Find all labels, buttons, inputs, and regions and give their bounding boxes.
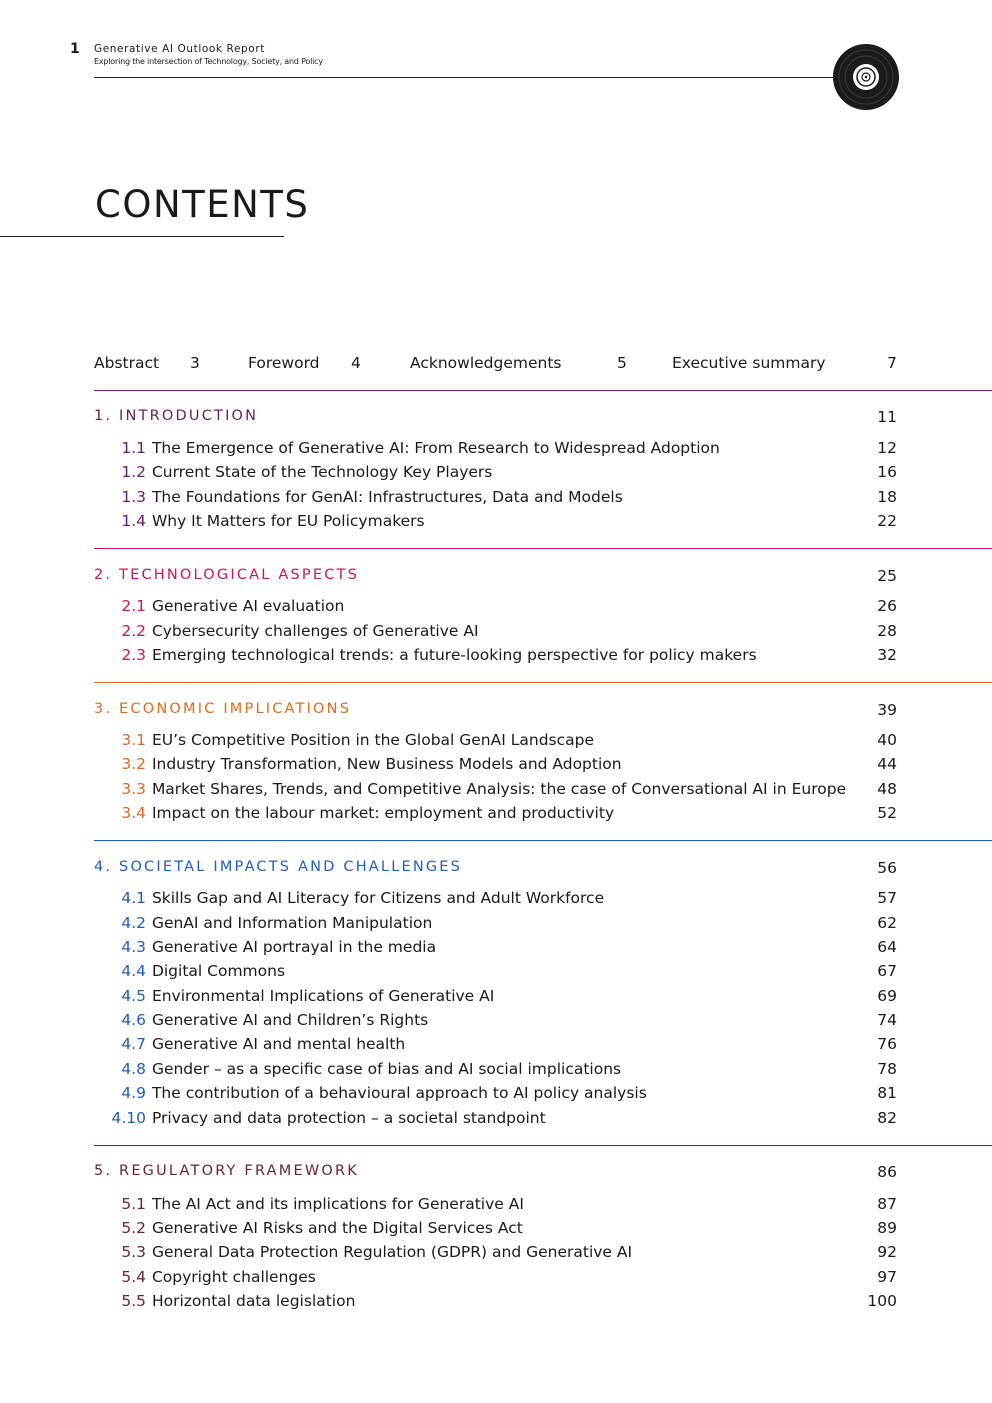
fm-acknowledgements-page: 5 [617, 354, 627, 372]
entry-number: 4.1 [121, 889, 146, 907]
report-subtitle: Exploring the intersection of Technology, Society, and Policy [94, 57, 323, 66]
entry-page: 48 [877, 780, 897, 798]
entry-title: The Emergence of Generative AI: From Research to Widespread Adoption [151, 439, 720, 457]
entry-page: 57 [877, 889, 897, 907]
entry-number: 4.3 [121, 938, 146, 956]
entry-page: 26 [877, 597, 897, 615]
page-number: 1 [70, 41, 80, 57]
toc-entry[interactable] [94, 1060, 897, 1082]
fm-executive-summary-label[interactable]: Executive summary [672, 354, 826, 372]
toc-entry[interactable] [94, 646, 897, 668]
entry-title: The contribution of a behavioural approach to AI policy analysis [151, 1084, 647, 1102]
entry-page: 100 [867, 1292, 897, 1310]
entry-title: General Data Protection Regulation (GDPR) and Generative AI [151, 1243, 633, 1261]
entry-number: 4.6 [121, 1011, 146, 1029]
entry-title: Industry Transformation, New Business Models and Adoption [151, 755, 622, 773]
section-divider [94, 548, 992, 549]
entry-page: 82 [877, 1109, 897, 1127]
entry-page: 97 [877, 1268, 897, 1286]
entry-number: 1.3 [121, 488, 146, 506]
entry-title: Skills Gap and AI Literacy for Citizens and Adult Workforce [151, 889, 605, 907]
toc-entry[interactable] [94, 622, 897, 644]
toc-entry[interactable] [94, 914, 897, 936]
toc-entry[interactable] [94, 987, 897, 1009]
section-heading[interactable]: 1. INTRODUCTION [94, 408, 259, 424]
entry-number: 1.1 [121, 439, 146, 457]
entry-title: Digital Commons [151, 962, 286, 980]
entry-title: Emerging technological trends: a future-looking perspective for policy makers [151, 646, 757, 664]
entry-title: Why It Matters for EU Policymakers [151, 512, 425, 530]
entry-page: 89 [877, 1219, 897, 1237]
entry-title: Current State of the Technology Key Players [151, 463, 493, 481]
entry-number: 5.5 [121, 1292, 146, 1310]
section-heading[interactable]: 5. REGULATORY FRAMEWORK [94, 1163, 359, 1179]
toc-entry[interactable] [94, 962, 897, 984]
fm-abstract-page: 3 [190, 354, 200, 372]
section-page: 39 [877, 701, 897, 719]
toc-entry[interactable] [94, 1011, 897, 1033]
entry-number: 4.9 [121, 1084, 146, 1102]
entry-number: 5.4 [121, 1268, 146, 1286]
entry-number: 4.4 [121, 962, 146, 980]
toc-entry[interactable] [94, 488, 897, 510]
entry-page: 62 [877, 914, 897, 932]
record-disc-icon [832, 43, 900, 111]
entry-page: 22 [877, 512, 897, 530]
entry-page: 69 [877, 987, 897, 1005]
entry-page: 28 [877, 622, 897, 640]
section-divider [94, 840, 992, 841]
toc-entry[interactable] [94, 755, 897, 777]
section-divider [94, 390, 992, 391]
section-page: 25 [877, 567, 897, 585]
entry-title: The Foundations for GenAI: Infrastructures, Data and Models [151, 488, 623, 506]
section-page: 86 [877, 1163, 897, 1181]
toc-entry[interactable] [94, 512, 897, 534]
section-heading[interactable]: 2. TECHNOLOGICAL ASPECTS [94, 567, 359, 583]
section-page: 11 [877, 408, 897, 426]
entry-page: 87 [877, 1195, 897, 1213]
fm-acknowledgements-label[interactable]: Acknowledgements [410, 354, 562, 372]
entry-number: 4.8 [121, 1060, 146, 1078]
entry-title: Generative AI and mental health [151, 1035, 406, 1053]
entry-number: 3.1 [121, 731, 146, 749]
toc-entry[interactable] [94, 780, 897, 802]
toc-entry[interactable] [94, 1084, 897, 1106]
fm-executive-summary-page: 7 [887, 354, 897, 372]
entry-number: 3.3 [121, 780, 146, 798]
entry-title: Generative AI Risks and the Digital Services Act [151, 1219, 523, 1237]
toc-entry[interactable] [94, 938, 897, 960]
entry-page: 16 [877, 463, 897, 481]
toc-entry[interactable] [94, 804, 897, 826]
entry-page: 67 [877, 962, 897, 980]
entry-page: 74 [877, 1011, 897, 1029]
entry-number: 5.3 [121, 1243, 146, 1261]
entry-number: 1.4 [121, 512, 146, 530]
fm-foreword-page: 4 [351, 354, 361, 372]
entry-page: 12 [877, 439, 897, 457]
entry-number: 2.3 [121, 646, 146, 664]
entry-page: 18 [877, 488, 897, 506]
entry-page: 44 [877, 755, 897, 773]
entry-title: Market Shares, Trends, and Competitive Analysis: the case of Conversational AI in Europe [151, 780, 847, 798]
entry-title: Horizontal data legislation [151, 1292, 356, 1310]
toc-entry[interactable] [94, 463, 897, 485]
entry-number: 5.1 [121, 1195, 146, 1213]
entry-number: 1.2 [121, 463, 146, 481]
entry-title: EU’s Competitive Position in the Global GenAI Landscape [151, 731, 594, 749]
entry-number: 3.2 [121, 755, 146, 773]
entry-title: Generative AI portrayal in the media [151, 938, 437, 956]
entry-title: Generative AI and Children’s Rights [151, 1011, 429, 1029]
toc-entry[interactable] [94, 1219, 897, 1241]
toc-entry[interactable] [94, 889, 897, 911]
toc-entry[interactable] [94, 1109, 897, 1131]
toc-entry[interactable] [94, 731, 897, 753]
report-title: Generative AI Outlook Report [94, 43, 265, 55]
toc-entry[interactable] [94, 1243, 897, 1265]
entry-number: 5.2 [121, 1219, 146, 1237]
entry-number: 2.2 [121, 622, 146, 640]
entry-number: 4.2 [121, 914, 146, 932]
entry-number: 4.7 [121, 1035, 146, 1053]
toc-entry[interactable] [94, 439, 897, 461]
fm-abstract-label[interactable]: Abstract [94, 354, 160, 372]
section-page: 56 [877, 859, 897, 877]
contents-title: CONTENTS [95, 183, 310, 226]
entry-number: 4.5 [121, 987, 146, 1005]
toc-entry[interactable] [94, 1195, 897, 1217]
entry-page: 76 [877, 1035, 897, 1053]
entry-page: 40 [877, 731, 897, 749]
frontmatter-row [0, 354, 992, 378]
entry-page: 32 [877, 646, 897, 664]
toc-entry[interactable] [94, 597, 897, 619]
entry-title: Generative AI evaluation [151, 597, 345, 615]
entry-page: 52 [877, 804, 897, 822]
entry-title: Gender – as a specific case of bias and AI social implications [151, 1060, 622, 1078]
entry-page: 81 [877, 1084, 897, 1102]
toc-entry[interactable] [94, 1268, 897, 1290]
entry-title: Impact on the labour market: employment and productivity [151, 804, 615, 822]
fm-foreword-label[interactable]: Foreword [248, 354, 320, 372]
entry-page: 64 [877, 938, 897, 956]
contents-underline [0, 236, 284, 237]
entry-title: Environmental Implications of Generative AI [151, 987, 495, 1005]
entry-page: 78 [877, 1060, 897, 1078]
header-divider [94, 77, 840, 78]
toc-entry[interactable] [94, 1292, 897, 1314]
entry-page: 92 [877, 1243, 897, 1261]
section-heading[interactable]: 4. SOCIETAL IMPACTS AND CHALLENGES [94, 859, 463, 875]
entry-title: Privacy and data protection – a societal standpoint [151, 1109, 546, 1127]
entry-title: The AI Act and its implications for Generative AI [151, 1195, 524, 1213]
entry-title: GenAI and Information Manipulation [151, 914, 433, 932]
section-divider [94, 1145, 992, 1146]
entry-number: 2.1 [121, 597, 146, 615]
entry-title: Cybersecurity challenges of Generative AI [151, 622, 479, 640]
section-heading[interactable]: 3. ECONOMIC IMPLICATIONS [94, 701, 352, 717]
toc-entry[interactable] [94, 1035, 897, 1057]
entry-title: Copyright challenges [151, 1268, 316, 1286]
section-divider [94, 682, 992, 683]
entry-number: 3.4 [121, 804, 146, 822]
entry-number: 4.10 [111, 1109, 146, 1127]
